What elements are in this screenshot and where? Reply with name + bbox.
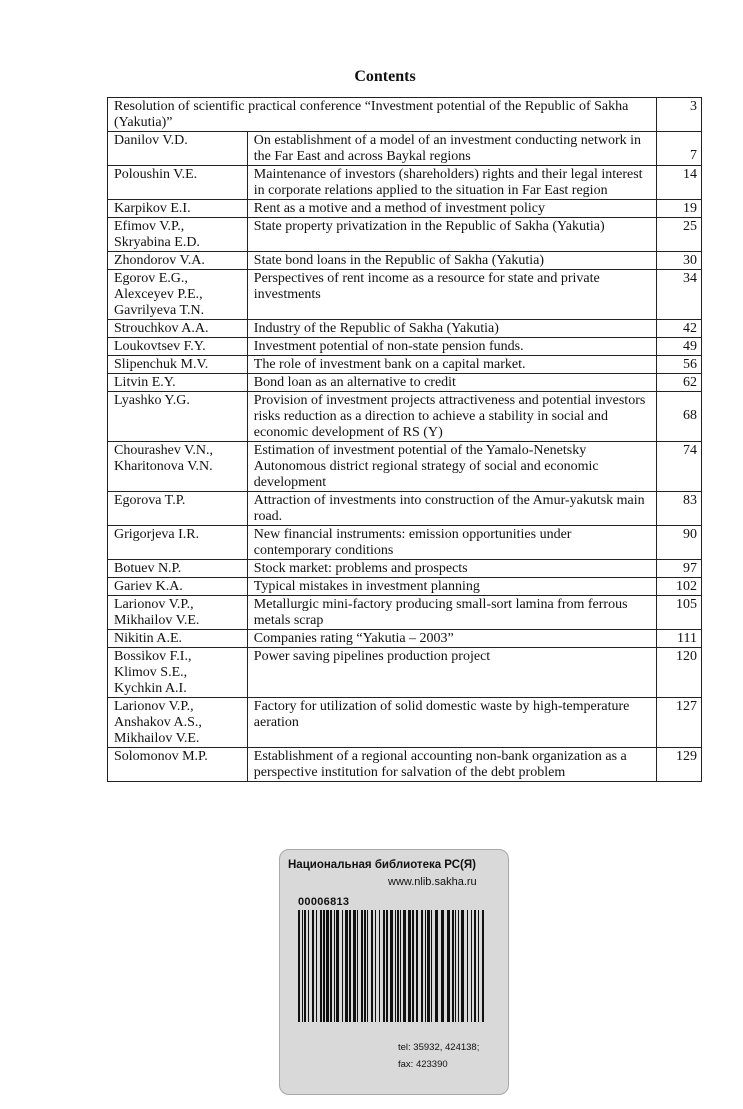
contents-row <box>108 320 702 338</box>
entry-page-number: 111 <box>657 630 702 648</box>
contents-row <box>108 630 702 648</box>
entry-author: Slipenchuk M.V. <box>108 356 248 374</box>
entry-title: New financial instruments: emission opportunities under contemporary conditions <box>247 526 656 560</box>
entry-author: Egorov E.G., Alexceyev P.E., Gavrilyeva T.N. <box>108 270 248 320</box>
entry-author: Chourashev V.N., Kharitonova V.N. <box>108 442 248 492</box>
contents-row <box>108 270 702 320</box>
entry-title: Establishment of a regional accounting non-bank organization as a perspective institution for salvation of the debt problem <box>247 748 656 782</box>
library-name: Национальная библиотека РС(Я) <box>288 859 476 871</box>
entry-title: Estimation of investment potential of the Yamalo-Nenetsky Autonomous district regional strategy of social and economic development <box>247 442 656 492</box>
entry-page-number: 3 <box>657 98 702 132</box>
contents-row <box>108 392 702 442</box>
entry-page-number: 68 <box>657 392 702 442</box>
entry-title: Typical mistakes in investment planning <box>247 578 656 596</box>
entry-page-number: 83 <box>657 492 702 526</box>
entry-page-number: 56 <box>657 356 702 374</box>
entry-author: Solomonov M.P. <box>108 748 248 782</box>
entry-title: Rent as a motive and a method of investment policy <box>247 200 656 218</box>
entry-page-number: 120 <box>657 648 702 698</box>
contents-row <box>108 492 702 526</box>
entry-title: Power saving pipelines production project <box>247 648 656 698</box>
contents-row <box>108 98 702 132</box>
entry-title: State property privatization in the Republic of Sakha (Yakutia) <box>247 218 656 252</box>
entry-title: Factory for utilization of solid domestic waste by high-temperature aeration <box>247 698 656 748</box>
contents-row <box>108 648 702 698</box>
entry-author: Litvin E.Y. <box>108 374 248 392</box>
entry-page-number: 42 <box>657 320 702 338</box>
entry-author: Larionov V.P., Anshakov A.S., Mikhailov V.E. <box>108 698 248 748</box>
barcode-number: 00006813 <box>298 896 350 908</box>
entry-page-number: 14 <box>657 166 702 200</box>
contents-row <box>108 578 702 596</box>
entry-title: Perspectives of rent income as a resource for state and private investments <box>247 270 656 320</box>
library-sticker <box>279 849 509 1095</box>
entry-title: Provision of investment projects attractiveness and potential investors risks reduction as a direction to achieve a stability in social and economic development of RS (Y) <box>247 392 656 442</box>
contents-row <box>108 374 702 392</box>
contents-row <box>108 596 702 630</box>
entry-author: Efimov V.P., Skryabina E.D. <box>108 218 248 252</box>
entry-author: Egorova T.P. <box>108 492 248 526</box>
entry-author: Grigorjeva I.R. <box>108 526 248 560</box>
contents-row <box>108 166 702 200</box>
entry-author: Loukovtsev F.Y. <box>108 338 248 356</box>
entry-author: Larionov V.P., Mikhailov V.E. <box>108 596 248 630</box>
entry-title: Industry of the Republic of Sakha (Yakutia) <box>247 320 656 338</box>
entry-title: Companies rating “Yakutia – 2003” <box>247 630 656 648</box>
entry-author: Lyashko Y.G. <box>108 392 248 442</box>
contents-row <box>108 218 702 252</box>
entry-page-number: 105 <box>657 596 702 630</box>
entry-author: Strouchkov A.A. <box>108 320 248 338</box>
entry-title: Bond loan as an alternative to credit <box>247 374 656 392</box>
entry-page-number: 127 <box>657 698 702 748</box>
entry-title: Attraction of investments into construction of the Amur-yakutsk main road. <box>247 492 656 526</box>
entry-page-number: 129 <box>657 748 702 782</box>
entry-title: Resolution of scientific practical conference “Investment potential of the Republic of Sakha (Yakutia)” <box>108 98 657 132</box>
entry-author: Poloushin V.E. <box>108 166 248 200</box>
entry-page-number: 30 <box>657 252 702 270</box>
entry-title: Maintenance of investors (shareholders) rights and their legal interest in corporate relations applied to the situation in Far East region <box>247 166 656 200</box>
contents-row <box>108 560 702 578</box>
entry-page-number: 74 <box>657 442 702 492</box>
entry-page-number: 19 <box>657 200 702 218</box>
contents-row <box>108 526 702 560</box>
entry-author: Bossikov F.I., Klimov S.E., Kychkin A.I. <box>108 648 248 698</box>
entry-page-number: 34 <box>657 270 702 320</box>
entry-author: Nikitin A.E. <box>108 630 248 648</box>
entry-author: Danilov V.D. <box>108 132 248 166</box>
entry-page-number: 62 <box>657 374 702 392</box>
library-fax: fax: 423390 <box>398 1059 448 1070</box>
library-tel: tel: 35932, 424138; <box>398 1042 480 1053</box>
contents-row <box>108 356 702 374</box>
entry-title: Investment potential of non-state pension funds. <box>247 338 656 356</box>
contents-row <box>108 748 702 782</box>
entry-author: Zhondorov V.A. <box>108 252 248 270</box>
entry-page-number: 90 <box>657 526 702 560</box>
entry-author: Karpikov E.I. <box>108 200 248 218</box>
contents-row <box>108 132 702 166</box>
entry-title: On establishment of a model of an investment conducting network in the Far East and across Baykal regions <box>247 132 656 166</box>
entry-page-number: 97 <box>657 560 702 578</box>
page-title: Contents <box>354 68 416 85</box>
entry-page-number: 102 <box>657 578 702 596</box>
entry-title: The role of investment bank on a capital market. <box>247 356 656 374</box>
entry-page-number: 49 <box>657 338 702 356</box>
contents-row <box>108 698 702 748</box>
entry-author: Gariev K.A. <box>108 578 248 596</box>
barcode-icon <box>298 910 488 1022</box>
contents-row <box>108 252 702 270</box>
entry-page-number: 25 <box>657 218 702 252</box>
contents-row <box>108 442 702 492</box>
library-url: www.nlib.sakha.ru <box>388 876 477 888</box>
contents-row <box>108 338 702 356</box>
entry-title: State bond loans in the Republic of Sakha (Yakutia) <box>247 252 656 270</box>
entry-title: Stock market: problems and prospects <box>247 560 656 578</box>
contents-row <box>108 200 702 218</box>
entry-page-number: 7 <box>657 132 702 166</box>
entry-author: Botuev N.P. <box>108 560 248 578</box>
contents-table <box>107 97 702 782</box>
entry-title: Metallurgic mini-factory producing small-sort lamina from ferrous metals scrap <box>247 596 656 630</box>
